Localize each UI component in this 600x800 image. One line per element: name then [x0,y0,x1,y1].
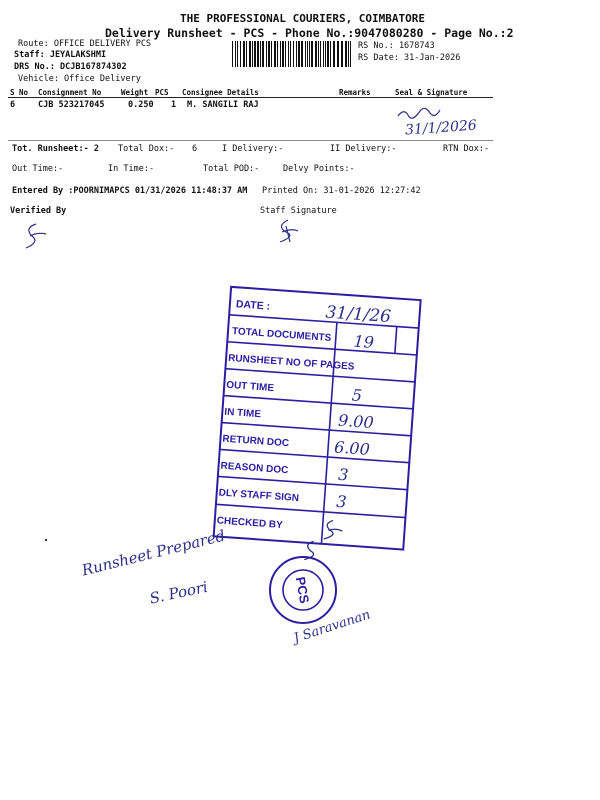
route-label: Route: OFFICE DELIVERY PCS [18,39,152,49]
verified-by-label: Verified By [10,206,67,216]
col-pcs: PCS [155,88,169,97]
entered-by: Entered By :POORNIMAPCS 01/31/2026 11:48:37 AM [12,186,248,196]
stamp-label-date: DATE : [235,298,271,313]
col-consignee: Consignee Details [182,88,259,97]
drs-number: DRS No.: DCJB167874302 [14,62,127,72]
stamp-value-date: 31/1/26 [324,302,392,328]
pcs-round-seal [270,557,336,623]
rtn-dox: RTN Dox:- [443,144,490,154]
stamp-value-dly-staff: 3 [335,491,348,512]
in-time: In Time:- [108,164,155,174]
ii-delivery: II Delivery:- [330,144,397,154]
col-remarks: Remarks [339,88,371,97]
stamp-label-out-time: OUT TIME [225,379,275,395]
stamp-value-out-time: 5 [351,385,363,406]
stamp-sign-icon [324,520,343,540]
stamp-label-runsheet-pages: RUNSHEET NO OF PAGES [227,352,355,373]
handwritten-date: 31/1/2026 [404,117,478,139]
handwritten-bottom-signature: J Saravanan [292,607,373,647]
col-weight: Weight [121,88,149,97]
vehicle-label: Vehicle: Office Delivery [18,74,141,84]
printed-on: Printed On: 31-01-2026 12:27:42 [262,186,421,196]
total-pod: Total POD:- [203,164,260,174]
col-sno: S No [10,88,29,97]
stamp-label-total-documents: TOTAL DOCUMENTS [231,326,332,344]
stamp-label-dly-staff: DLY STAFF SIGN [218,487,300,505]
row-consignment: CJB 523217045 [38,100,105,110]
stamp-value-in-time: 9.00 [337,410,375,433]
handwritten-note-line1: Runsheet Prepared [80,526,227,580]
rs-number: RS No.: 1678743 [358,41,435,51]
i-delivery: I Delivery:- [222,144,284,154]
staff-signature-label: Staff Signature [260,206,337,216]
row-pcs: 1 [171,100,177,110]
stamp-label-checked-by: CHECKED BY [216,515,284,532]
stamp-value-reason-doc: 3 [337,464,350,485]
row-sno: 6 [10,100,16,110]
rs-date: RS Date: 31-Jan-2026 [358,53,461,63]
company-name: THE PROFESSIONAL COURIERS, COIMBATORE [180,12,426,25]
seal-text: PCS [292,575,313,605]
stamp-label-reason-doc: REASON DOC [220,460,289,477]
row-consignee: M. SANGILI RAJ [187,100,259,110]
total-dox-label: Total Dox:- [118,144,175,154]
col-consignment: Consignment No [38,88,102,97]
stamp-value-total-documents: 19 [352,331,375,352]
out-time: Out Time:- [12,164,64,174]
handwritten-note-line2: S. Poori [148,577,210,608]
col-seal: Seal & Signature [395,88,468,97]
staff-label: Staff: JEYALAKSHMI [14,50,107,60]
tot-runsheet: Tot. Runsheet:- 2 [12,144,99,154]
stamp-label-in-time: IN TIME [223,406,262,421]
total-dox-value: 6 [192,144,198,154]
delvy-points: Delvy Points:- [283,164,355,174]
stamp-label-return-doc: RETURN DOC [222,433,290,450]
row-weight: 0.250 [128,100,154,110]
runsheet-title: Delivery Runsheet - PCS - Phone No.:9047080280 - Page No.:2 [105,26,514,40]
stamp-value-return-doc: 6.00 [333,437,371,459]
